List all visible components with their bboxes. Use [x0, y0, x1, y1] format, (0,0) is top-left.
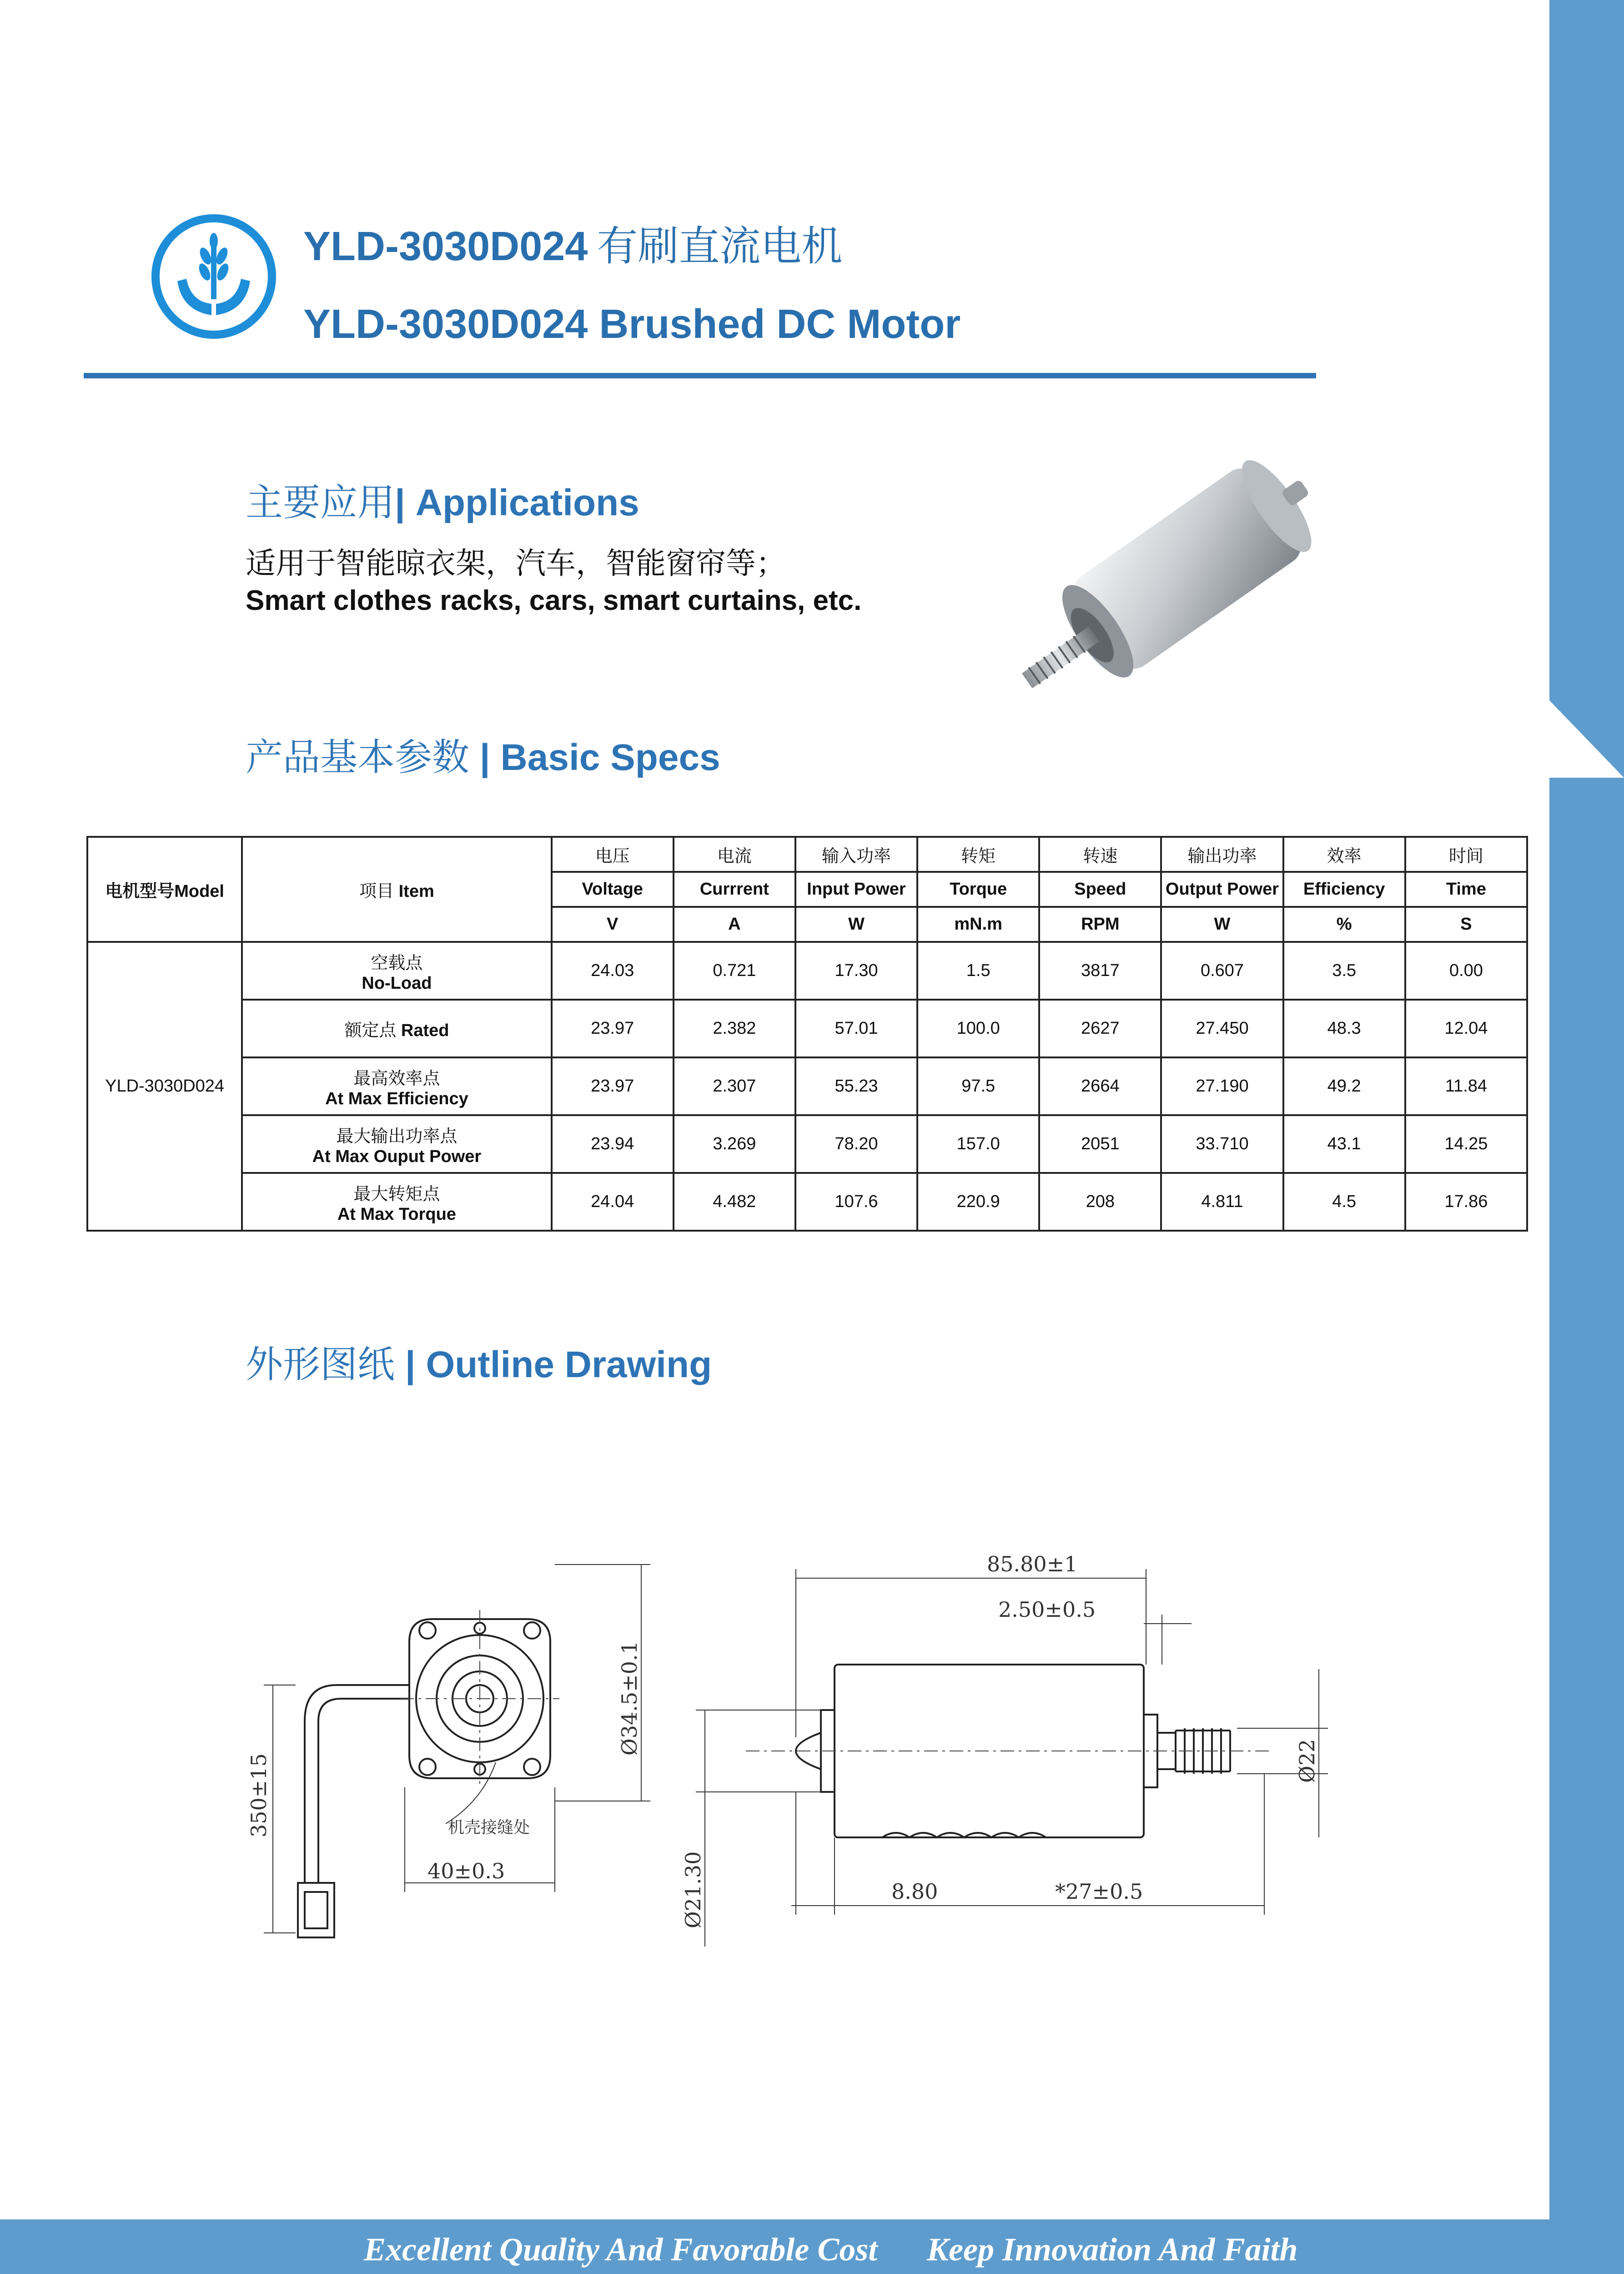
value-cell: 23.97	[552, 1000, 674, 1057]
col-header-en: Efficiency	[1283, 872, 1405, 907]
dim-total-length: 85.80±1	[987, 1552, 1078, 1576]
value-cell: 1.5	[917, 942, 1039, 1000]
value-cell: 3817	[1039, 942, 1161, 1000]
value-cell: 17.30	[795, 942, 917, 1000]
outline-heading: 外形图纸 | Outline Drawing	[246, 1343, 712, 1386]
footer-slogan-left: Excellent Quality And Favorable Cost	[364, 2231, 878, 2268]
dim-boss-length: 8.80	[891, 1879, 938, 1904]
col-header-en: Output Power	[1161, 872, 1283, 907]
col-header-en: Input Power	[795, 872, 917, 907]
table-row	[87, 1057, 1527, 1115]
row-label: 空载点 No-Load	[242, 942, 551, 1000]
col-header-en: Currrent	[674, 872, 795, 907]
col-unit: V	[552, 907, 674, 942]
model-header: 电机型号Model	[87, 837, 242, 942]
side-accent-band	[1549, 0, 1624, 2274]
col-header-cn: 输入功率	[795, 837, 917, 872]
col-header-en: Torque	[917, 872, 1039, 907]
side-band-corner-cut	[1549, 700, 1624, 778]
value-cell: 23.97	[552, 1057, 674, 1115]
dim-flange-width: 40±0.3	[427, 1859, 505, 1883]
col-header-en: Speed	[1039, 872, 1161, 907]
value-cell: 23.94	[552, 1115, 674, 1173]
col-unit: mN.m	[917, 907, 1039, 942]
value-cell: 2627	[1039, 1000, 1161, 1057]
company-logo	[150, 213, 277, 340]
value-cell: 27.450	[1161, 1000, 1283, 1057]
value-cell: 48.3	[1283, 1000, 1405, 1057]
dim-body-diameter: Ø22	[1295, 1739, 1319, 1783]
value-cell: 97.5	[917, 1057, 1039, 1115]
dim-boss-diameter: Ø21.30	[681, 1851, 705, 1928]
value-cell: 157.0	[917, 1115, 1039, 1173]
applications-text-en: Smart clothes racks, cars, smart curtains, etc.	[246, 585, 862, 616]
col-header-cn: 效率	[1283, 837, 1405, 872]
value-cell: 2.382	[674, 1000, 795, 1057]
value-cell: 17.86	[1405, 1173, 1527, 1231]
col-unit: %	[1283, 907, 1405, 942]
col-header-cn: 输出功率	[1161, 837, 1283, 872]
value-cell: 208	[1039, 1173, 1161, 1231]
col-header-cn: 转矩	[917, 837, 1039, 872]
dim-shaft-offset: 2.50±0.5	[998, 1597, 1096, 1622]
col-unit: A	[674, 907, 795, 942]
dim-flange-height: Ø34.5±0.1	[617, 1641, 642, 1756]
value-cell: 33.710	[1161, 1115, 1283, 1173]
value-cell: 27.190	[1161, 1057, 1283, 1115]
row-label: 最大输出功率点 At Max Ouput Power	[242, 1115, 551, 1173]
row-label: 最大转矩点 At Max Torque	[242, 1173, 551, 1231]
value-cell: 2664	[1039, 1057, 1161, 1115]
row-label: 最高效率点 At Max Efficiency	[242, 1057, 551, 1115]
col-header-cn: 电流	[674, 837, 795, 872]
specs-heading: 产品基本参数 | Basic Specs	[246, 736, 720, 779]
col-unit: W	[1161, 907, 1283, 942]
value-cell: 4.482	[674, 1173, 795, 1231]
dim-screw-length: *27±0.5	[1055, 1879, 1143, 1904]
dim-seam-note: 机壳接缝处	[448, 1818, 530, 1837]
value-cell: 3.5	[1283, 942, 1405, 1000]
table-row	[87, 1115, 1527, 1173]
value-cell: 0.607	[1161, 942, 1283, 1000]
value-cell: 2051	[1039, 1115, 1161, 1173]
col-header-cn: 时间	[1405, 837, 1527, 872]
col-unit: RPM	[1039, 907, 1161, 942]
value-cell: 24.03	[552, 942, 674, 1000]
table-row	[87, 1173, 1527, 1231]
value-cell: 4.811	[1161, 1173, 1283, 1231]
value-cell: 220.9	[917, 1173, 1039, 1231]
value-cell: 57.01	[795, 1000, 917, 1057]
value-cell: 14.25	[1405, 1115, 1527, 1173]
specs-table	[86, 836, 1528, 1232]
row-label: 额定点 Rated	[242, 1000, 551, 1057]
value-cell: 43.1	[1283, 1115, 1405, 1173]
dim-lead-length: 350±15	[246, 1753, 271, 1837]
value-cell: 24.04	[552, 1173, 674, 1231]
col-header-cn: 转速	[1039, 837, 1161, 872]
value-cell: 78.20	[795, 1115, 917, 1173]
value-cell: 12.04	[1405, 1000, 1527, 1057]
model-cell: YLD-3030D024	[87, 942, 242, 1231]
title-english: YLD-3030D024 Brushed DC Motor	[303, 302, 961, 347]
footer-slogan-right: Keep Innovation And Faith	[927, 2231, 1298, 2268]
title-chinese: YLD-3030D024 有刷直流电机	[303, 222, 843, 270]
value-cell: 55.23	[795, 1057, 917, 1115]
value-cell: 100.0	[917, 1000, 1039, 1057]
value-cell: 2.307	[674, 1057, 795, 1115]
table-row	[87, 942, 1527, 1000]
value-cell: 4.5	[1283, 1173, 1405, 1231]
value-cell: 49.2	[1283, 1057, 1405, 1115]
header-divider	[84, 373, 1316, 378]
table-header-row-cn	[87, 837, 1527, 872]
applications-text-cn: 适用于智能晾衣架，汽车，智能窗帘等；	[246, 546, 786, 581]
value-cell: 11.84	[1405, 1057, 1527, 1115]
value-cell: 0.00	[1405, 942, 1527, 1000]
col-unit: S	[1405, 907, 1527, 942]
col-header-en: Voltage	[552, 872, 674, 907]
col-unit: W	[795, 907, 917, 942]
item-header: 项目 Item	[242, 837, 551, 942]
value-cell: 3.269	[674, 1115, 795, 1173]
col-header-en: Time	[1405, 872, 1527, 907]
table-row	[87, 1000, 1527, 1057]
col-header-cn: 电压	[552, 837, 674, 872]
value-cell: 107.6	[795, 1173, 917, 1231]
value-cell: 0.721	[674, 942, 795, 1000]
applications-heading: 主要应用| Applications	[246, 481, 639, 524]
motor-product-image	[969, 405, 1396, 750]
outline-drawing	[236, 1519, 1373, 1947]
